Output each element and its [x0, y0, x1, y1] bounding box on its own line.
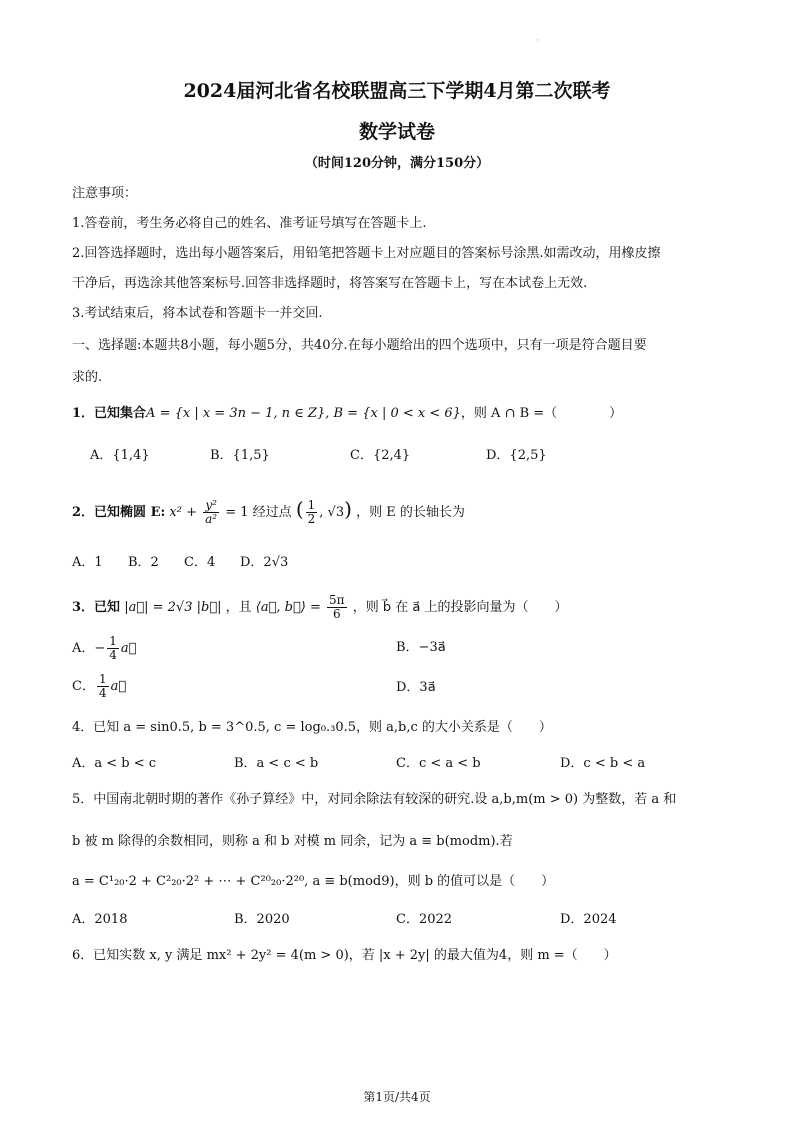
- q3-optA-post: a⃗: [120, 641, 137, 656]
- q3-stem-post: ，则 b⃗ 在 a⃗ 上的投影向量为（ ）: [352, 600, 568, 615]
- q2-x2: x² +: [169, 505, 197, 520]
- q2-stem: [72, 494, 465, 528]
- q1-number: 1．已知集合: [72, 406, 147, 421]
- notice-item-1: 1.答卷前，考生务必将自己的姓名、准考证号填写在答题卡上.: [72, 216, 427, 231]
- exam-title: 2024届河北省名校联盟高三下学期4月第二次联考: [183, 80, 611, 102]
- q5-line-2: b 被 m 除得的余数相同，则称 a 和 b 对模 m 同余，记为 a ≡ b(modm).若: [72, 834, 513, 849]
- q1-math: A = {x | x = 3n − 1, n ∈ Z}, B = {x | 0 < x < 6}: [146, 406, 461, 421]
- q2-paren-close: ): [344, 497, 352, 521]
- exam-subtitle: 数学试卷: [358, 121, 435, 143]
- q6-stem: 6．已知实数 x, y 满足 mx² + 2y² = 4(m > 0)，若 |x + 2y| 的最大值为4，则 m =（ ）: [72, 948, 617, 963]
- notice-item-2-line-1: 2.回答选择题时，选出每小题答案后，用铅笔把答题卡上对应题目的答案标号涂黑.如需改动，用橡皮擦: [72, 246, 661, 261]
- q2-option-c: C．4: [184, 555, 216, 570]
- q2-eq: = 1 经过点: [225, 505, 292, 520]
- q3-option-b: B．−3a⃗: [396, 640, 446, 655]
- notice-heading: 注意事项：: [72, 186, 138, 201]
- q3-stem: [72, 592, 567, 624]
- q3-optC-pre: C．: [72, 679, 95, 694]
- q5-option-a: A．2018: [72, 912, 128, 927]
- q3-fraction: [327, 594, 347, 621]
- q3-cond1: |a⃗| = 2√3 |b⃗|: [124, 600, 222, 615]
- q1-stem: [72, 404, 622, 424]
- q2-pt-num: 1: [307, 498, 316, 512]
- q2-number: 2．已知椭圆 E:: [72, 505, 166, 520]
- q1-option-c: C．{2,4}: [350, 448, 411, 463]
- q3-option-c: [72, 672, 126, 702]
- q4-option-d: D．c < b < a: [560, 756, 646, 771]
- q3-optC-den: 4: [98, 686, 107, 700]
- q2-paren-open: (: [295, 497, 304, 521]
- page-footer: 第1页/共4页: [363, 1090, 431, 1104]
- q5-option-b: B．2020: [234, 912, 290, 927]
- q1-option-d: D．{2,5}: [486, 448, 547, 463]
- q2-option-a: A．1: [72, 555, 103, 570]
- q2-pt-den: 2: [307, 512, 316, 526]
- q3-option-a: [72, 634, 136, 664]
- notice-item-2-line-2: 干净后，再选涂其他答案标号.回答非选择题时，将答案写在答题卡上，写在本试卷上无效.: [72, 276, 588, 291]
- q1-option-a: A．{1,4}: [90, 448, 150, 463]
- q3-option-d: D．3a⃗: [396, 680, 436, 695]
- q2-pt-post: , √3: [319, 505, 345, 520]
- q1-option-b: B．{1,5}: [210, 448, 270, 463]
- q5-option-c: C．2022: [396, 912, 453, 927]
- q3-optA-frac: [107, 635, 119, 662]
- q3-angle: ⟨a⃗, b⃗⟩ =: [255, 600, 321, 615]
- time-note: （时间120分钟，满分150分）: [304, 156, 490, 171]
- q4-stem: 4．已知 a = sin0.5, b = 3^0.5, c = log₀.₃0.5，则 a,b,c 的大小关系是（ ）: [72, 720, 552, 735]
- q2-fraction: [203, 499, 219, 526]
- q4-option-b: B．a < c < b: [234, 756, 319, 771]
- q5-line-3: a = C¹₂₀·2 + C²₂₀·2² + ⋯ + C²⁰₂₀·2²⁰, a ≡ b(mod9)，则 b 的值可以是（ ）: [72, 874, 555, 889]
- q2-option-d: D．2√3: [240, 555, 289, 570]
- q4-option-a: A．a < b < c: [72, 756, 157, 771]
- section1-line-1: 一、选择题:本题共8小题，每小题5分，共40分.在每小题给出的四个选项中，只有一项是符合题目要: [72, 338, 647, 353]
- q2-point-frac: [306, 499, 318, 526]
- q5-line-1: 5．中国南北朝时期的著作《孙子算经》中，对同余除法有较深的研究.设 a,b,m(m > 0) 为整数，若 a 和: [72, 792, 677, 807]
- q3-optC-post: a⃗: [110, 679, 127, 694]
- q3-frac-den: 6: [332, 607, 341, 621]
- notice-item-3: 3.考试结束后，将本试卷和答题卡一并交回.: [72, 306, 323, 321]
- q3-optA-pre: A．−: [72, 641, 106, 656]
- q1-stem-post: ，则 A ∩ B =（ ）: [460, 406, 623, 421]
- q3-optA-den: 4: [109, 648, 117, 662]
- scan-mark: ·: [536, 36, 539, 45]
- q2-frac-num: y²: [203, 499, 219, 513]
- q2-stem-post: ，则 E 的长轴长为: [356, 505, 465, 520]
- q5-option-d: D．2024: [560, 912, 617, 927]
- q2-option-b: B．2: [128, 555, 159, 570]
- section1-line-2: 求的.: [72, 370, 103, 385]
- q3-frac-num: 5π: [329, 593, 345, 607]
- q2-frac-den: a²: [205, 512, 218, 526]
- q3-optA-num: 1: [109, 634, 117, 648]
- q3-mid: ，且: [225, 600, 252, 615]
- q3-optC-frac: [97, 673, 109, 700]
- q3-number: 3．已知: [72, 600, 121, 615]
- q4-option-c: C．c < a < b: [396, 756, 481, 771]
- q3-optC-num: 1: [98, 672, 107, 686]
